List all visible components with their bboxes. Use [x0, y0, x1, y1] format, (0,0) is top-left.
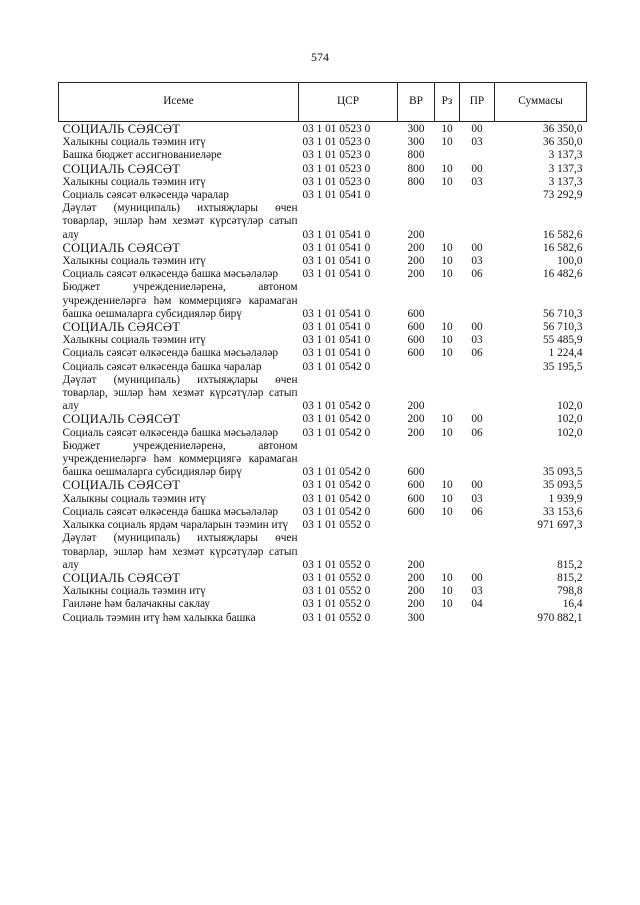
table-row [59, 479, 587, 492]
cell-rz [435, 612, 460, 625]
cell-rz [435, 361, 460, 374]
cell-csr: 03 1 01 0542 0 [302, 426, 371, 439]
cell-sum: 56 710,3 [542, 321, 583, 334]
cell-pr: 00 [471, 413, 483, 426]
cell-vr: 800 [407, 175, 425, 188]
cell-name: Дәүләт (муниципаль) ихтыяҗлары өчен товарлар, эшләр һәм хезмәт күрсәтүләр сатып алу [62, 373, 298, 413]
cell-name: Халыкны социаль тәэмин итү [62, 492, 206, 505]
cell-vr: 300 [407, 123, 425, 135]
cell-rz: 10 [441, 598, 453, 611]
table-row [59, 136, 587, 149]
cell-rz: 10 [441, 136, 453, 149]
cell-sum: 1 939,9 [548, 492, 583, 505]
cell-pr: 03 [471, 334, 483, 347]
cell-pr: 06 [471, 505, 483, 518]
cell-csr: 03 1 01 0552 0 [302, 558, 371, 571]
cell-name: Социаль сәясәт өлкәсендә чаралар [62, 189, 229, 202]
cell-rz: 10 [441, 123, 453, 135]
cell-pr [460, 519, 495, 532]
cell-vr: 600 [407, 347, 425, 360]
cell-rz: 10 [441, 334, 453, 347]
cell-sum: 35 093,5 [542, 466, 583, 479]
cell-csr: 03 1 01 0542 0 [302, 413, 371, 426]
cell-rz [435, 440, 460, 480]
table-row [59, 361, 587, 374]
cell-sum: 3 137,3 [548, 149, 583, 162]
cell-rz [435, 374, 460, 414]
cell-csr: 03 1 01 0523 0 [302, 162, 371, 175]
cell-csr: 03 1 01 0541 0 [302, 347, 371, 360]
cell-vr: 200 [407, 268, 425, 281]
cell-csr: 03 1 01 0541 0 [302, 241, 371, 254]
cell-pr [460, 189, 495, 202]
cell-vr: 800 [407, 149, 425, 162]
cell-csr: 03 1 01 0542 0 [302, 466, 371, 479]
cell-rz [435, 202, 460, 242]
table-row [59, 427, 587, 440]
cell-sum: 970 882,1 [537, 611, 583, 624]
cell-pr: 06 [471, 347, 483, 360]
cell-rz: 10 [441, 571, 453, 584]
table-row [59, 374, 587, 414]
cell-vr: 600 [407, 321, 425, 334]
cell-rz: 10 [441, 585, 453, 598]
table-row [59, 163, 587, 176]
cell-sum: 102,0 [557, 426, 583, 439]
cell-sum: 16 582,6 [542, 241, 583, 254]
table-row [59, 149, 587, 162]
cell-csr: 03 1 01 0541 0 [302, 255, 371, 268]
page-number: 574 [311, 50, 329, 64]
table-row [59, 493, 587, 506]
header-csr: ЦСР [299, 83, 398, 122]
cell-vr: 200 [407, 228, 425, 241]
cell-rz [435, 189, 460, 202]
cell-sum: 36 350,0 [542, 136, 583, 149]
cell-sum: 3 137,3 [548, 162, 583, 175]
header-name: Исеме [59, 83, 299, 122]
cell-vr [398, 361, 435, 374]
cell-pr: 03 [471, 585, 483, 598]
table-row [59, 519, 587, 532]
table-row [59, 532, 587, 572]
cell-vr: 600 [407, 334, 425, 347]
header-sum: Суммасы [495, 83, 587, 122]
cell-vr: 200 [407, 413, 425, 426]
cell-sum: 35 093,5 [542, 479, 583, 492]
table-row [59, 321, 587, 334]
cell-csr: 03 1 01 0541 0 [302, 321, 371, 334]
table-row [59, 347, 587, 360]
cell-rz: 10 [441, 321, 453, 334]
cell-rz [435, 149, 460, 162]
table-row [59, 612, 587, 625]
cell-name: СОЦИАЛЬ СӘЯСӘТ [62, 122, 181, 136]
cell-csr: 03 1 01 0542 0 [302, 400, 371, 413]
cell-vr: 600 [407, 479, 425, 492]
cell-vr: 300 [407, 136, 425, 149]
table-row [59, 585, 587, 598]
cell-name: Халыкны социаль тәэмин итү [62, 136, 206, 149]
cell-vr: 300 [407, 611, 425, 624]
cell-name: СОЦИАЛЬ СӘЯСӘТ [62, 161, 181, 176]
cell-rz: 10 [441, 268, 453, 281]
cell-vr: 600 [407, 505, 425, 518]
cell-vr: 200 [407, 571, 425, 584]
cell-name: Дәүләт (муниципаль) ихтыяҗлары өчен товарлар, эшләр һәм хезмәт күрсәтүләр сатып алу [62, 532, 298, 571]
cell-name: Социаль сәясәт өлкәсендә башка мәсьәләләр [62, 268, 279, 281]
cell-sum: 971 697,3 [537, 519, 583, 532]
cell-name: Социаль сәясәт өлкәсендә башка мәсьәләләр [62, 347, 279, 360]
cell-csr: 03 1 01 0541 0 [302, 268, 371, 281]
table-body [59, 122, 587, 625]
cell-csr: 03 1 01 0552 0 [302, 519, 371, 532]
cell-sum: 3 137,3 [548, 175, 583, 188]
cell-rz: 10 [441, 241, 453, 254]
cell-pr [460, 440, 495, 480]
cell-csr: 03 1 01 0523 0 [302, 175, 371, 188]
cell-pr: 00 [471, 571, 483, 584]
table-row [59, 440, 587, 480]
cell-sum: 16 582,6 [542, 228, 583, 241]
cell-vr: 200 [407, 255, 425, 268]
table-row [59, 281, 587, 321]
cell-vr: 200 [407, 558, 425, 571]
cell-vr: 600 [407, 307, 425, 320]
table-row [59, 176, 587, 189]
cell-pr [460, 361, 495, 374]
cell-name: Башка бюджет ассигнованиеләре [62, 149, 222, 162]
cell-csr: 03 1 01 0523 0 [302, 136, 371, 149]
cell-name: Халыкка социаль ярдәм чараларын тәэмин итү [62, 519, 289, 532]
cell-name: СОЦИАЛЬ СӘЯСӘТ [62, 320, 181, 335]
cell-sum: 55 485,9 [542, 334, 583, 347]
cell-rz: 10 [441, 175, 453, 188]
cell-pr [460, 374, 495, 414]
cell-rz: 10 [441, 347, 453, 360]
cell-vr: 800 [407, 162, 425, 175]
cell-sum: 33 153,6 [542, 505, 583, 518]
cell-csr: 03 1 01 0541 0 [302, 189, 371, 202]
cell-rz: 10 [441, 255, 453, 268]
cell-sum: 815,2 [557, 558, 583, 571]
cell-pr [460, 281, 495, 321]
cell-pr: 00 [471, 321, 483, 334]
cell-csr: 03 1 01 0552 0 [302, 585, 371, 598]
cell-sum: 35 195,5 [542, 360, 583, 373]
cell-vr: 600 [407, 466, 425, 479]
table-row [59, 598, 587, 611]
cell-rz: 10 [441, 479, 453, 492]
header-rz: Рз [435, 83, 460, 122]
cell-name: Социаль сәясәт өлкәсендә башка мәсьәләләр [62, 505, 279, 518]
cell-pr: 03 [471, 255, 483, 268]
cell-sum: 102,0 [557, 413, 583, 426]
cell-vr: 200 [407, 598, 425, 611]
cell-vr: 200 [407, 585, 425, 598]
cell-sum: 16,4 [562, 598, 583, 611]
cell-pr: 00 [471, 162, 483, 175]
cell-name: Социаль тәэмин итү һәм халыкка башка [62, 611, 256, 624]
cell-csr: 03 1 01 0541 0 [302, 228, 371, 241]
cell-vr [398, 519, 435, 532]
cell-rz [435, 532, 460, 572]
cell-sum: 16 482,6 [542, 268, 583, 281]
cell-pr: 06 [471, 426, 483, 439]
cell-sum: 1 224,4 [548, 347, 583, 360]
cell-pr [460, 202, 495, 242]
cell-name: Социаль сәясәт өлкәсендә башка чаралар [62, 360, 262, 373]
cell-vr [398, 189, 435, 202]
cell-csr: 03 1 01 0541 0 [302, 334, 371, 347]
cell-rz [435, 281, 460, 321]
header-pr: ПР [460, 83, 495, 122]
cell-csr: 03 1 01 0552 0 [302, 611, 371, 624]
cell-sum: 56 710,3 [542, 307, 583, 320]
budget-table [58, 82, 587, 625]
cell-name: Халыкны социаль тәэмин итү [62, 175, 206, 188]
table-row [59, 572, 587, 585]
table-row [59, 122, 587, 137]
cell-pr: 03 [471, 492, 483, 505]
cell-vr: 200 [407, 426, 425, 439]
cell-csr: 03 1 01 0541 0 [302, 307, 371, 320]
cell-sum: 815,2 [557, 571, 583, 584]
cell-csr: 03 1 01 0542 0 [302, 360, 371, 373]
cell-pr: 06 [471, 268, 483, 281]
cell-name: СОЦИАЛЬ СӘЯСӘТ [62, 412, 181, 427]
cell-csr: 03 1 01 0552 0 [302, 598, 371, 611]
cell-csr: 03 1 01 0523 0 [302, 123, 371, 135]
table-row [59, 242, 587, 255]
cell-vr: 200 [407, 400, 425, 413]
cell-rz: 10 [441, 413, 453, 426]
cell-vr: 200 [407, 241, 425, 254]
cell-rz [435, 519, 460, 532]
cell-sum: 36 350,0 [542, 123, 583, 135]
table-row [59, 255, 587, 268]
cell-pr [460, 149, 495, 162]
cell-pr: 04 [471, 598, 483, 611]
cell-csr: 03 1 01 0552 0 [302, 571, 371, 584]
cell-name: СОЦИАЛЬ СӘЯСӘТ [62, 240, 181, 255]
table-row [59, 189, 587, 202]
cell-name: Бюджет учреждениеләренә, автоном учреждениеләргә һәм коммерциягә карамаган башка оешмаларга субсидияләр бирү [62, 439, 298, 479]
cell-rz: 10 [441, 426, 453, 439]
cell-csr: 03 1 01 0523 0 [302, 149, 371, 162]
cell-pr: 00 [471, 479, 483, 492]
cell-sum: 73 292,9 [542, 189, 583, 202]
cell-name: Бюджет учреждениеләренә, автоном учреждениеләргә һәм коммерциягә карамаган башка оешмаларга субсидияләр бирү [62, 281, 298, 320]
cell-name: СОЦИАЛЬ СӘЯСӘТ [62, 478, 181, 493]
table-row [59, 506, 587, 519]
cell-csr: 03 1 01 0542 0 [302, 492, 371, 505]
cell-name: Халыкны социаль тәэмин итү [62, 334, 206, 347]
table-row [59, 413, 587, 426]
table-row [59, 268, 587, 281]
cell-pr: 03 [471, 175, 483, 188]
cell-sum: 798,8 [557, 585, 583, 598]
cell-name: Халыкны социаль тәэмин итү [62, 585, 206, 598]
cell-csr: 03 1 01 0542 0 [302, 505, 371, 518]
cell-name: СОЦИАЛЬ СӘЯСӘТ [62, 570, 181, 585]
cell-rz: 10 [441, 505, 453, 518]
cell-pr [460, 532, 495, 572]
cell-name: Халыкны социаль тәэмин итү [62, 255, 206, 268]
cell-pr: 00 [471, 123, 483, 135]
cell-pr: 00 [471, 241, 483, 254]
cell-pr: 03 [471, 136, 483, 149]
table-header [59, 83, 587, 122]
cell-vr: 600 [407, 492, 425, 505]
cell-name: Гаиләне һәм балачакны саклау [62, 598, 211, 611]
cell-sum: 102,0 [557, 400, 583, 413]
cell-rz: 10 [441, 162, 453, 175]
header-vr: ВР [398, 83, 435, 122]
cell-csr: 03 1 01 0542 0 [302, 479, 371, 492]
cell-pr [460, 612, 495, 625]
cell-rz: 10 [441, 492, 453, 505]
table-row [59, 202, 587, 242]
table-row [59, 334, 587, 347]
cell-name: Социаль сәясәт өлкәсендә башка мәсьәләләр [62, 426, 279, 439]
cell-sum: 100,0 [557, 255, 583, 268]
cell-name: Дәүләт (муниципаль) ихтыяҗлары өчен товарлар, эшләр һәм хезмәт күрсәтүләр сатып алу [62, 202, 298, 241]
